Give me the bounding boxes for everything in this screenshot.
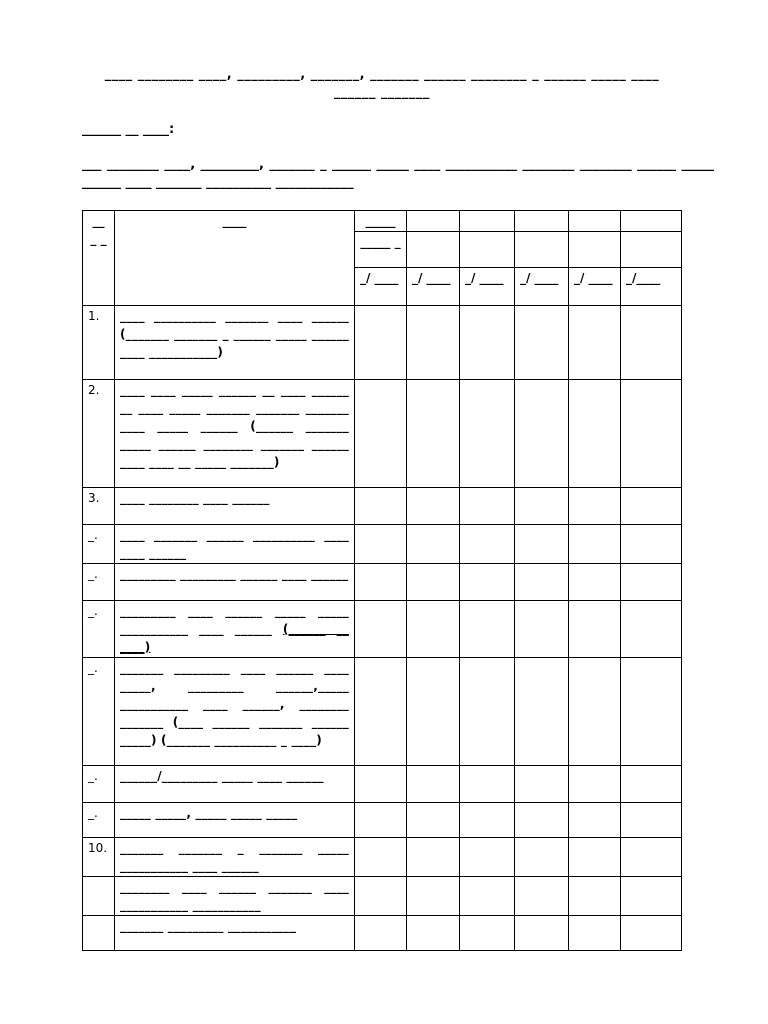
table-cell <box>407 488 460 525</box>
header-period-mid: _____ _ <box>355 232 407 268</box>
intro-paragraph: ___ ________ ____, _________, _______ _ ______ _____ ____ ___________ ________ ________ ______ _____ ______ ____ _______ __________ ____________ <box>82 157 714 190</box>
table-cell <box>569 803 621 838</box>
row-number: 2. <box>83 380 115 488</box>
table-cell <box>460 838 515 877</box>
subheader-col-2: _/ ____ <box>407 268 460 306</box>
table-cell <box>460 488 515 525</box>
table-cell <box>460 525 515 564</box>
table-cell <box>569 916 621 951</box>
table-cell <box>569 877 621 916</box>
row-text: ____ _______ ______ __________ ____ ____ ______ <box>120 528 349 560</box>
table-row <box>83 564 682 601</box>
row-number <box>83 916 115 951</box>
header-item: ____ <box>115 211 355 306</box>
table-cell <box>407 564 460 601</box>
table-cell <box>621 488 682 525</box>
table-cell <box>569 380 621 488</box>
row-number: 3. <box>83 488 115 525</box>
table-cell <box>355 658 407 766</box>
table-cell <box>569 601 621 658</box>
table-row <box>83 916 682 951</box>
table-cell <box>569 658 621 766</box>
table-cell <box>355 877 407 916</box>
table-cell <box>460 306 515 380</box>
row-number: _. <box>83 803 115 838</box>
table-cell <box>460 877 515 916</box>
table-cell <box>407 658 460 766</box>
table-cell <box>407 916 460 951</box>
row-text: ____ ____ _____ ______ __ ____ ______ __ ____ _____ _______ _______ _______ ____ _____ ______ <box>120 383 349 433</box>
table-cell <box>355 838 407 877</box>
row-text: ________ ____ ______ _______ ____ ___________ ___________ <box>120 880 349 912</box>
table-row <box>83 766 682 803</box>
row-note: (______ _______ _____ ______ ________ _______ ______ ____ ____ __ _____ _______) <box>120 419 349 469</box>
table-cell <box>515 877 569 916</box>
table-cell <box>407 803 460 838</box>
subheader-col-6: _/____ <box>621 268 682 306</box>
table-row <box>83 658 682 766</box>
table-cell <box>460 601 515 658</box>
report-table <box>82 210 682 951</box>
table-row <box>83 488 682 525</box>
table-cell <box>355 380 407 488</box>
table-cell <box>515 564 569 601</box>
table-cell <box>621 838 682 877</box>
table-cell <box>621 306 682 380</box>
header-period-top: _____ <box>355 211 407 232</box>
table-cell <box>407 211 460 232</box>
table-cell <box>407 766 460 803</box>
row-text: _______ _______ _ _______ _____ ___________ ____ ______ <box>120 841 349 873</box>
row-number: _. <box>83 564 115 601</box>
row-number: _. <box>83 525 115 564</box>
table-cell <box>515 488 569 525</box>
row-number: 10. <box>83 838 115 877</box>
table-cell <box>515 211 569 232</box>
row-description <box>115 601 355 658</box>
table-cell <box>355 564 407 601</box>
row-description <box>115 877 355 916</box>
table-cell <box>355 803 407 838</box>
table-cell <box>355 525 407 564</box>
row-text: _______ _________ ____ ______ ____ _____, _________ ______,_____ ___________ ____ ______, ________ _______ <box>120 661 349 729</box>
row-description <box>115 488 355 525</box>
table-cell <box>460 658 515 766</box>
row-text: ______/_________ _____ ____ ______ <box>120 769 324 783</box>
table-cell <box>407 877 460 916</box>
table-cell <box>460 380 515 488</box>
table-row <box>83 525 682 564</box>
table-cell <box>515 306 569 380</box>
table-cell <box>621 877 682 916</box>
table-cell <box>515 601 569 658</box>
row-description <box>115 766 355 803</box>
row-description <box>115 306 355 380</box>
row-text: ____ __________ _______ ____ ______ (_______ _______ _ ______ _____ ______ ____ ___________) <box>120 309 349 359</box>
table-row <box>83 306 682 380</box>
subheader-col-5: _/ ____ <box>569 268 621 306</box>
table-cell <box>460 916 515 951</box>
table-row <box>83 838 682 877</box>
table-cell <box>621 601 682 658</box>
row-text: _________ _________ ______ ____ ______ <box>120 567 349 581</box>
row-number <box>83 877 115 916</box>
row-description <box>115 658 355 766</box>
table-cell <box>621 766 682 803</box>
table-cell <box>569 211 621 232</box>
table-cell <box>621 803 682 838</box>
table-cell <box>407 380 460 488</box>
subheader-col-3: _/ ____ <box>460 268 515 306</box>
table-cell <box>515 838 569 877</box>
table-cell <box>569 838 621 877</box>
table-cell <box>515 658 569 766</box>
table-cell <box>355 601 407 658</box>
table-cell <box>355 488 407 525</box>
table-body <box>83 306 682 951</box>
table-cell <box>355 766 407 803</box>
table-cell <box>569 766 621 803</box>
table-cell <box>621 380 682 488</box>
row-number: _. <box>83 658 115 766</box>
table-cell <box>515 803 569 838</box>
row-description <box>115 916 355 951</box>
table-cell <box>460 232 515 268</box>
table-cell <box>407 838 460 877</box>
table-cell <box>407 232 460 268</box>
table-row <box>83 601 682 658</box>
row-description <box>115 380 355 488</box>
table-cell <box>355 916 407 951</box>
row-description <box>115 525 355 564</box>
table-cell <box>621 916 682 951</box>
section-heading: ______ __ ____: <box>82 122 175 137</box>
row-text: _______ _________ ___________ <box>120 919 297 933</box>
table-cell <box>407 306 460 380</box>
header-serial-number: __ _ _ <box>83 211 115 306</box>
table-cell <box>515 380 569 488</box>
row-text: _____ _____, _____ _____ _____ <box>120 806 298 820</box>
row-text: ____ ________ ____ ______ <box>120 491 270 505</box>
table-cell <box>621 658 682 766</box>
table-cell <box>407 525 460 564</box>
table-cell <box>569 488 621 525</box>
table-cell <box>621 232 682 268</box>
row-number: _. <box>83 601 115 658</box>
table-cell <box>569 525 621 564</box>
table-cell <box>460 211 515 232</box>
document-title: ____ ________ ____, _________, _______, _______ ______ ________ _ ______ _____ ____ ______ _______ <box>104 67 660 100</box>
row-number: 1. <box>83 306 115 380</box>
table-cell <box>407 601 460 658</box>
table-cell <box>569 564 621 601</box>
table-cell <box>515 232 569 268</box>
table-row <box>83 877 682 916</box>
subheader-col-1: _/ ____ <box>355 268 407 306</box>
table-cell <box>515 525 569 564</box>
table-cell <box>569 232 621 268</box>
table-cell <box>355 306 407 380</box>
row-note: (____ ______ _______ ______ _____) (_______ __________ _ ____) <box>120 715 349 747</box>
subheader-col-4: _/ ____ <box>515 268 569 306</box>
row-text: _________ ____ ______ _____ _____ ___________ ____ ______ <box>120 604 349 636</box>
table-cell <box>460 564 515 601</box>
table-cell <box>515 916 569 951</box>
table-cell <box>460 766 515 803</box>
table-cell <box>621 211 682 232</box>
table-row <box>83 380 682 488</box>
table-cell <box>621 564 682 601</box>
table-row <box>83 803 682 838</box>
table-cell <box>569 306 621 380</box>
row-note: (______ __ ____) <box>120 622 349 654</box>
row-description <box>115 803 355 838</box>
table-cell <box>515 766 569 803</box>
table-cell <box>621 525 682 564</box>
row-description <box>115 564 355 601</box>
row-number: _. <box>83 766 115 803</box>
table-cell <box>460 803 515 838</box>
row-description <box>115 838 355 877</box>
